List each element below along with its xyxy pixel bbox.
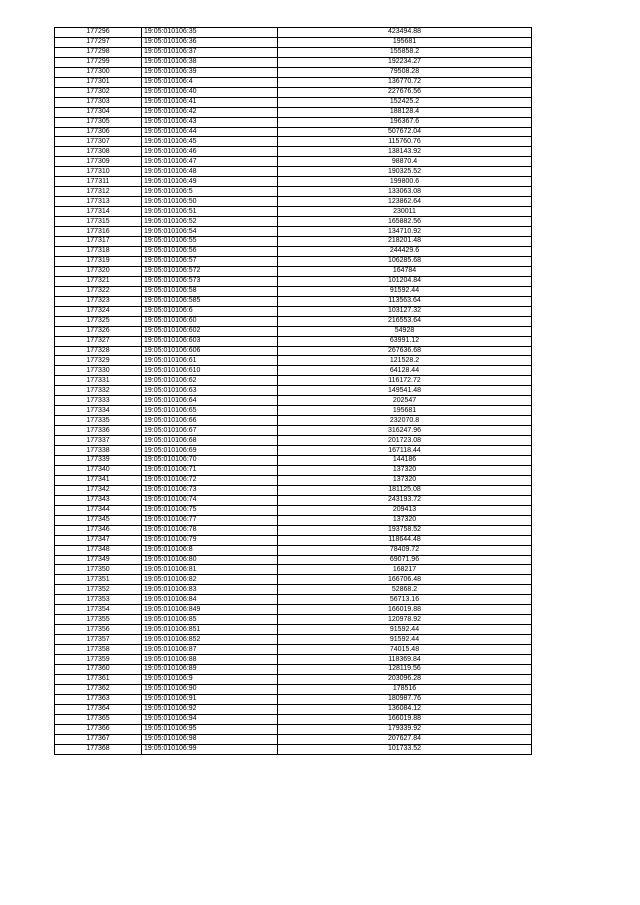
value-cell: 167118.44 xyxy=(278,446,532,456)
row-number-cell: 177300 xyxy=(55,67,142,77)
table-row xyxy=(55,386,532,396)
table-row xyxy=(55,426,532,436)
cadastral-number-cell: 19:05:010106:65 xyxy=(142,406,278,416)
cadastral-number-cell: 19:05:010106:70 xyxy=(142,455,278,465)
row-number-cell: 177324 xyxy=(55,306,142,316)
cadastral-number-cell: 19:05:010106:4 xyxy=(142,77,278,87)
table-row xyxy=(55,77,532,87)
cadastral-number-cell: 19:05:010106:89 xyxy=(142,665,278,675)
table-row xyxy=(55,416,532,426)
row-number-cell: 177353 xyxy=(55,595,142,605)
table-row xyxy=(55,187,532,197)
row-number-cell: 177351 xyxy=(55,575,142,585)
table-row xyxy=(55,47,532,57)
value-cell: 168217 xyxy=(278,565,532,575)
cadastral-number-cell: 19:05:010106:60 xyxy=(142,316,278,326)
value-cell: 199800.6 xyxy=(278,177,532,187)
cadastral-number-cell: 19:05:010106:35 xyxy=(142,28,278,38)
value-cell: 54928 xyxy=(278,326,532,336)
row-number-cell: 177352 xyxy=(55,585,142,595)
value-cell: 180987.76 xyxy=(278,694,532,704)
table-row xyxy=(55,276,532,286)
row-number-cell: 177305 xyxy=(55,117,142,127)
row-number-cell: 177349 xyxy=(55,555,142,565)
table-row xyxy=(55,147,532,157)
cadastral-number-cell: 19:05:010106:71 xyxy=(142,465,278,475)
cadastral-number-cell: 19:05:010106:92 xyxy=(142,704,278,714)
table-row xyxy=(55,465,532,475)
value-cell: 232070.8 xyxy=(278,416,532,426)
cadastral-number-cell: 19:05:010106:83 xyxy=(142,585,278,595)
table-row xyxy=(55,326,532,336)
table-row xyxy=(55,436,532,446)
cadastral-number-cell: 19:05:010106:78 xyxy=(142,525,278,535)
cadastral-number-cell: 19:05:010106:572 xyxy=(142,266,278,276)
row-number-cell: 177322 xyxy=(55,286,142,296)
value-cell: 144186 xyxy=(278,455,532,465)
row-number-cell: 177357 xyxy=(55,635,142,645)
value-cell: 216553.64 xyxy=(278,316,532,326)
table-row xyxy=(55,625,532,635)
row-number-cell: 177301 xyxy=(55,77,142,87)
table-row xyxy=(55,674,532,684)
cadastral-number-cell: 19:05:010106:48 xyxy=(142,167,278,177)
value-cell: 152425.2 xyxy=(278,97,532,107)
table-row xyxy=(55,256,532,266)
table-row xyxy=(55,455,532,465)
cadastral-number-cell: 19:05:010106:58 xyxy=(142,286,278,296)
table-row xyxy=(55,97,532,107)
row-number-cell: 177316 xyxy=(55,227,142,237)
table-row xyxy=(55,495,532,505)
row-number-cell: 177323 xyxy=(55,296,142,306)
value-cell: 128119.56 xyxy=(278,665,532,675)
value-cell: 69071.96 xyxy=(278,555,532,565)
cadastral-number-cell: 19:05:010106:603 xyxy=(142,336,278,346)
value-cell: 164784 xyxy=(278,266,532,276)
row-number-cell: 177368 xyxy=(55,744,142,754)
row-number-cell: 177312 xyxy=(55,187,142,197)
cadastral-number-cell: 19:05:010106:55 xyxy=(142,237,278,247)
table-row xyxy=(55,585,532,595)
table-row xyxy=(55,266,532,276)
cadastral-number-cell: 19:05:010106:45 xyxy=(142,137,278,147)
row-number-cell: 177354 xyxy=(55,605,142,615)
cadastral-number-cell: 19:05:010106:81 xyxy=(142,565,278,575)
row-number-cell: 177320 xyxy=(55,266,142,276)
value-cell: 56713.16 xyxy=(278,595,532,605)
row-number-cell: 177321 xyxy=(55,276,142,286)
value-cell: 201723.08 xyxy=(278,436,532,446)
value-cell: 101204.84 xyxy=(278,276,532,286)
value-cell: 316247.96 xyxy=(278,426,532,436)
row-number-cell: 177367 xyxy=(55,734,142,744)
cadastral-number-cell: 19:05:010106:43 xyxy=(142,117,278,127)
value-cell: 52868.2 xyxy=(278,585,532,595)
table-row xyxy=(55,446,532,456)
table-body xyxy=(55,28,532,755)
value-cell: 120978.92 xyxy=(278,615,532,625)
cadastral-number-cell: 19:05:010106:64 xyxy=(142,396,278,406)
table-row xyxy=(55,744,532,754)
row-number-cell: 177361 xyxy=(55,674,142,684)
row-number-cell: 177333 xyxy=(55,396,142,406)
cadastral-number-cell: 19:05:010106:75 xyxy=(142,505,278,515)
row-number-cell: 177298 xyxy=(55,47,142,57)
table-row xyxy=(55,525,532,535)
row-number-cell: 177299 xyxy=(55,57,142,67)
table-row xyxy=(55,177,532,187)
table-row xyxy=(55,157,532,167)
table-row xyxy=(55,595,532,605)
value-cell: 196367.6 xyxy=(278,117,532,127)
value-cell: 179339.92 xyxy=(278,724,532,734)
value-cell: 178516 xyxy=(278,684,532,694)
row-number-cell: 177328 xyxy=(55,346,142,356)
table-row xyxy=(55,615,532,625)
value-cell: 78409.72 xyxy=(278,545,532,555)
table-row xyxy=(55,316,532,326)
table-row xyxy=(55,28,532,38)
table-row xyxy=(55,336,532,346)
value-cell: 91592.44 xyxy=(278,625,532,635)
row-number-cell: 177311 xyxy=(55,177,142,187)
value-cell: 91592.44 xyxy=(278,286,532,296)
row-number-cell: 177355 xyxy=(55,615,142,625)
row-number-cell: 177317 xyxy=(55,237,142,247)
value-cell: 63991.12 xyxy=(278,336,532,346)
cadastral-number-cell: 19:05:010106:40 xyxy=(142,87,278,97)
row-number-cell: 177306 xyxy=(55,127,142,137)
table-row xyxy=(55,67,532,77)
table-row xyxy=(55,714,532,724)
cadastral-number-cell: 19:05:010106:98 xyxy=(142,734,278,744)
row-number-cell: 177342 xyxy=(55,485,142,495)
row-number-cell: 177341 xyxy=(55,475,142,485)
table-row xyxy=(55,724,532,734)
value-cell: 149541.48 xyxy=(278,386,532,396)
row-number-cell: 177343 xyxy=(55,495,142,505)
cadastral-number-cell: 19:05:010106:5 xyxy=(142,187,278,197)
row-number-cell: 177327 xyxy=(55,336,142,346)
value-cell: 267636.68 xyxy=(278,346,532,356)
cadastral-number-cell: 19:05:010106:42 xyxy=(142,107,278,117)
row-number-cell: 177319 xyxy=(55,256,142,266)
cadastral-number-cell: 19:05:010106:54 xyxy=(142,227,278,237)
table-row xyxy=(55,37,532,47)
cadastral-number-cell: 19:05:010106:69 xyxy=(142,446,278,456)
cadastral-number-cell: 19:05:010106:49 xyxy=(142,177,278,187)
value-cell: 166019.88 xyxy=(278,605,532,615)
value-cell: 230011 xyxy=(278,207,532,217)
table-row xyxy=(55,694,532,704)
value-cell: 166706.48 xyxy=(278,575,532,585)
row-number-cell: 177358 xyxy=(55,645,142,655)
value-cell: 192234.27 xyxy=(278,57,532,67)
row-number-cell: 177363 xyxy=(55,694,142,704)
row-number-cell: 177346 xyxy=(55,525,142,535)
table-row xyxy=(55,575,532,585)
value-cell: 101733.52 xyxy=(278,744,532,754)
value-cell: 137320 xyxy=(278,465,532,475)
value-cell: 103127.32 xyxy=(278,306,532,316)
cadastral-number-cell: 19:05:010106:87 xyxy=(142,645,278,655)
cadastral-number-cell: 19:05:010106:9 xyxy=(142,674,278,684)
table-row xyxy=(55,605,532,615)
row-number-cell: 177313 xyxy=(55,197,142,207)
row-number-cell: 177345 xyxy=(55,515,142,525)
table-row xyxy=(55,734,532,744)
row-number-cell: 177303 xyxy=(55,97,142,107)
value-cell: 202547 xyxy=(278,396,532,406)
cadastral-number-cell: 19:05:010106:46 xyxy=(142,147,278,157)
row-number-cell: 177334 xyxy=(55,406,142,416)
cadastral-number-cell: 19:05:010106:82 xyxy=(142,575,278,585)
cadastral-number-cell: 19:05:010106:52 xyxy=(142,217,278,227)
row-number-cell: 177315 xyxy=(55,217,142,227)
table-row xyxy=(55,217,532,227)
table-row xyxy=(55,545,532,555)
row-number-cell: 177337 xyxy=(55,436,142,446)
value-cell: 195681 xyxy=(278,406,532,416)
cadastral-number-cell: 19:05:010106:73 xyxy=(142,485,278,495)
cadastral-number-cell: 19:05:010106:62 xyxy=(142,376,278,386)
value-cell: 106285.68 xyxy=(278,256,532,266)
row-number-cell: 177344 xyxy=(55,505,142,515)
value-cell: 74015.48 xyxy=(278,645,532,655)
cadastral-number-cell: 19:05:010106:95 xyxy=(142,724,278,734)
row-number-cell: 177356 xyxy=(55,625,142,635)
table-row xyxy=(55,635,532,645)
cadastral-number-cell: 19:05:010106:67 xyxy=(142,426,278,436)
value-cell: 188128.4 xyxy=(278,107,532,117)
row-number-cell: 177335 xyxy=(55,416,142,426)
row-number-cell: 177310 xyxy=(55,167,142,177)
cadastral-number-cell: 19:05:010106:6 xyxy=(142,306,278,316)
table-row xyxy=(55,167,532,177)
value-cell: 165882.56 xyxy=(278,217,532,227)
value-cell: 118644.48 xyxy=(278,535,532,545)
value-cell: 136770.72 xyxy=(278,77,532,87)
table-row xyxy=(55,127,532,137)
table-row xyxy=(55,396,532,406)
cadastral-number-cell: 19:05:010106:585 xyxy=(142,296,278,306)
table-row xyxy=(55,137,532,147)
cadastral-number-cell: 19:05:010106:39 xyxy=(142,67,278,77)
cadastral-number-cell: 19:05:010106:84 xyxy=(142,595,278,605)
value-cell: 138143.92 xyxy=(278,147,532,157)
value-cell: 203096.28 xyxy=(278,674,532,684)
table-row xyxy=(55,645,532,655)
value-cell: 218201.48 xyxy=(278,237,532,247)
cadastral-number-cell: 19:05:010106:37 xyxy=(142,47,278,57)
row-number-cell: 177362 xyxy=(55,684,142,694)
value-cell: 137320 xyxy=(278,515,532,525)
row-number-cell: 177336 xyxy=(55,426,142,436)
value-cell: 91592.44 xyxy=(278,635,532,645)
value-cell: 155858.2 xyxy=(278,47,532,57)
row-number-cell: 177296 xyxy=(55,28,142,38)
table-row xyxy=(55,346,532,356)
table-row xyxy=(55,246,532,256)
row-number-cell: 177347 xyxy=(55,535,142,545)
table-row xyxy=(55,57,532,67)
value-cell: 227676.56 xyxy=(278,87,532,97)
value-cell: 98870.4 xyxy=(278,157,532,167)
table-row xyxy=(55,704,532,714)
value-cell: 195681 xyxy=(278,37,532,47)
row-number-cell: 177331 xyxy=(55,376,142,386)
value-cell: 134710.92 xyxy=(278,227,532,237)
table-row xyxy=(55,505,532,515)
table-row xyxy=(55,306,532,316)
value-cell: 136084.12 xyxy=(278,704,532,714)
cadastral-number-cell: 19:05:010106:41 xyxy=(142,97,278,107)
cadastral-number-cell: 19:05:010106:851 xyxy=(142,625,278,635)
value-cell: 115760.76 xyxy=(278,137,532,147)
table-row xyxy=(55,117,532,127)
cadastral-number-cell: 19:05:010106:57 xyxy=(142,256,278,266)
row-number-cell: 177318 xyxy=(55,246,142,256)
value-cell: 123862.64 xyxy=(278,197,532,207)
cadastral-number-cell: 19:05:010106:50 xyxy=(142,197,278,207)
row-number-cell: 177348 xyxy=(55,545,142,555)
cadastral-number-cell: 19:05:010106:573 xyxy=(142,276,278,286)
value-cell: 79508.28 xyxy=(278,67,532,77)
table-row xyxy=(55,366,532,376)
value-cell: 423494.88 xyxy=(278,28,532,38)
cadastral-number-cell: 19:05:010106:85 xyxy=(142,615,278,625)
cadastral-number-cell: 19:05:010106:90 xyxy=(142,684,278,694)
row-number-cell: 177338 xyxy=(55,446,142,456)
row-number-cell: 177309 xyxy=(55,157,142,167)
value-cell: 181125.08 xyxy=(278,485,532,495)
cadastral-number-cell: 19:05:010106:36 xyxy=(142,37,278,47)
table-row xyxy=(55,376,532,386)
value-cell: 64128.44 xyxy=(278,366,532,376)
table-row xyxy=(55,286,532,296)
cadastral-number-cell: 19:05:010106:91 xyxy=(142,694,278,704)
cadastral-number-cell: 19:05:010106:602 xyxy=(142,326,278,336)
table-row xyxy=(55,227,532,237)
row-number-cell: 177366 xyxy=(55,724,142,734)
table-row xyxy=(55,406,532,416)
table-row xyxy=(55,197,532,207)
value-cell: 193758.52 xyxy=(278,525,532,535)
cadastral-number-cell: 19:05:010106:77 xyxy=(142,515,278,525)
cadastral-number-cell: 19:05:010106:66 xyxy=(142,416,278,426)
table-row xyxy=(55,565,532,575)
cadastral-number-cell: 19:05:010106:47 xyxy=(142,157,278,167)
row-number-cell: 177359 xyxy=(55,655,142,665)
table-row xyxy=(55,87,532,97)
row-number-cell: 177365 xyxy=(55,714,142,724)
table-row xyxy=(55,515,532,525)
row-number-cell: 177314 xyxy=(55,207,142,217)
row-number-cell: 177330 xyxy=(55,366,142,376)
cadastral-number-cell: 19:05:010106:849 xyxy=(142,605,278,615)
table-row xyxy=(55,296,532,306)
cadastral-number-cell: 19:05:010106:38 xyxy=(142,57,278,67)
table-row xyxy=(55,356,532,366)
table-row xyxy=(55,475,532,485)
table-row xyxy=(55,535,532,545)
table-row xyxy=(55,107,532,117)
row-number-cell: 177350 xyxy=(55,565,142,575)
row-number-cell: 177297 xyxy=(55,37,142,47)
row-number-cell: 177325 xyxy=(55,316,142,326)
cadastral-number-cell: 19:05:010106:610 xyxy=(142,366,278,376)
cadastral-number-cell: 19:05:010106:74 xyxy=(142,495,278,505)
value-cell: 113563.64 xyxy=(278,296,532,306)
row-number-cell: 177364 xyxy=(55,704,142,714)
row-number-cell: 177360 xyxy=(55,665,142,675)
value-cell: 190325.52 xyxy=(278,167,532,177)
cadastral-number-cell: 19:05:010106:88 xyxy=(142,655,278,665)
value-cell: 244429.6 xyxy=(278,246,532,256)
cadastral-number-cell: 19:05:010106:94 xyxy=(142,714,278,724)
value-cell: 507672.04 xyxy=(278,127,532,137)
value-cell: 243193.72 xyxy=(278,495,532,505)
value-cell: 116172.72 xyxy=(278,376,532,386)
row-number-cell: 177329 xyxy=(55,356,142,366)
cadastral-number-cell: 19:05:010106:606 xyxy=(142,346,278,356)
cadastral-number-cell: 19:05:010106:63 xyxy=(142,386,278,396)
cadastral-number-cell: 19:05:010106:61 xyxy=(142,356,278,366)
table-row xyxy=(55,555,532,565)
cadastral-number-cell: 19:05:010106:56 xyxy=(142,246,278,256)
table-row xyxy=(55,665,532,675)
table-row xyxy=(55,485,532,495)
value-cell: 118369.84 xyxy=(278,655,532,665)
cadastral-number-cell: 19:05:010106:80 xyxy=(142,555,278,565)
cadastral-number-cell: 19:05:010106:51 xyxy=(142,207,278,217)
row-number-cell: 177340 xyxy=(55,465,142,475)
cadastral-number-cell: 19:05:010106:852 xyxy=(142,635,278,645)
row-number-cell: 177332 xyxy=(55,386,142,396)
row-number-cell: 177307 xyxy=(55,137,142,147)
value-cell: 137320 xyxy=(278,475,532,485)
value-cell: 166019.88 xyxy=(278,714,532,724)
table-row xyxy=(55,684,532,694)
value-cell: 133063.08 xyxy=(278,187,532,197)
cadastral-number-cell: 19:05:010106:68 xyxy=(142,436,278,446)
row-number-cell: 177308 xyxy=(55,147,142,157)
row-number-cell: 177302 xyxy=(55,87,142,97)
table-row xyxy=(55,207,532,217)
cadastral-number-cell: 19:05:010106:99 xyxy=(142,744,278,754)
row-number-cell: 177304 xyxy=(55,107,142,117)
cadastral-number-cell: 19:05:010106:8 xyxy=(142,545,278,555)
value-cell: 209413 xyxy=(278,505,532,515)
cadastral-number-cell: 19:05:010106:72 xyxy=(142,475,278,485)
cadastral-number-cell: 19:05:010106:44 xyxy=(142,127,278,137)
value-cell: 121528.2 xyxy=(278,356,532,366)
value-cell: 207627.84 xyxy=(278,734,532,744)
table-row xyxy=(55,655,532,665)
row-number-cell: 177326 xyxy=(55,326,142,336)
cadastral-number-cell: 19:05:010106:79 xyxy=(142,535,278,545)
row-number-cell: 177339 xyxy=(55,455,142,465)
data-table xyxy=(54,27,532,755)
table-row xyxy=(55,237,532,247)
